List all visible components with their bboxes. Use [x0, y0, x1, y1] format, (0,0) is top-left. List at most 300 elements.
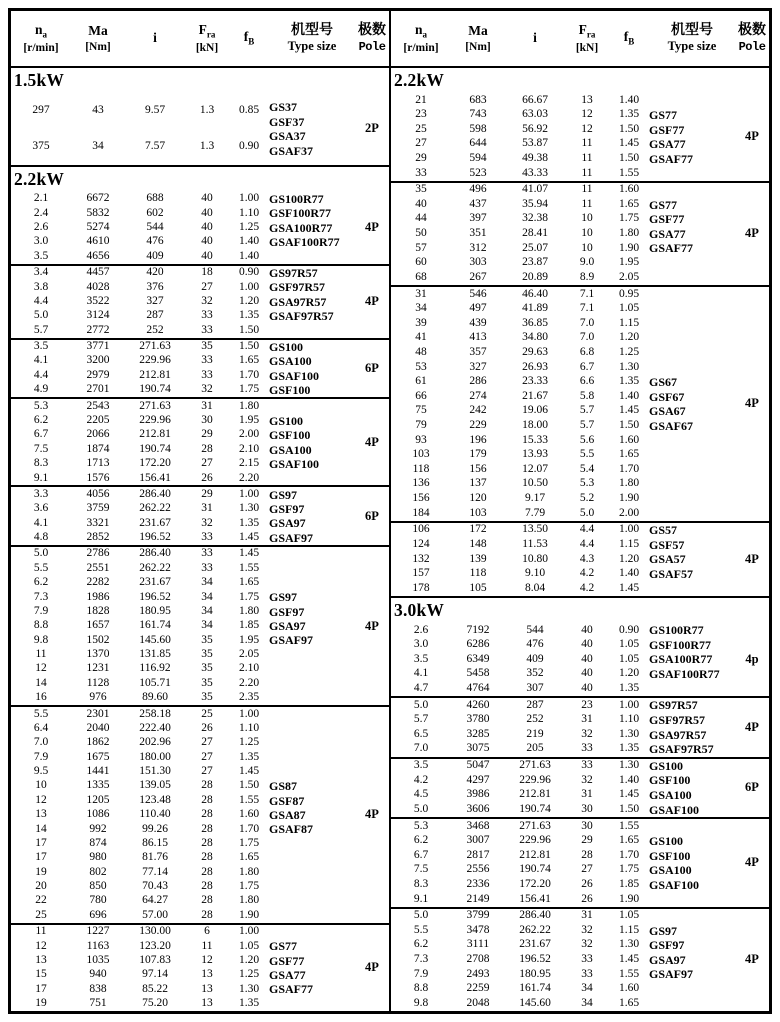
- cell-i: 23.87: [522, 256, 548, 269]
- cell-fra: 5.3: [579, 477, 595, 490]
- cell-fb: 1.30: [618, 360, 640, 373]
- cell-na: 156: [412, 492, 430, 505]
- cell-na: 34: [415, 302, 427, 315]
- col-header-label: i: [153, 30, 157, 46]
- cell-na: 25: [35, 908, 47, 921]
- cell-i: 57.00: [142, 908, 168, 921]
- cell-fra: 27: [201, 765, 213, 778]
- type-size: GSAF87: [269, 822, 314, 837]
- cell-fb: 1.15: [618, 316, 640, 329]
- cell-fra: 5.2: [579, 492, 595, 505]
- cell-i: 286.40: [139, 487, 171, 500]
- cell-fra: 33: [201, 561, 213, 574]
- numeric-rows: [391, 183, 649, 285]
- cell-fra: 27: [201, 457, 213, 470]
- type-size-list: [269, 100, 355, 158]
- cell-fra: 8.9: [579, 270, 595, 283]
- cell-fra: 11: [581, 183, 593, 196]
- cell-na: 103: [412, 448, 430, 461]
- cell-fra: 12: [581, 108, 593, 121]
- cell-ma: 523: [469, 166, 487, 179]
- cell-ma: 496: [469, 183, 487, 196]
- cell-i: 202.96: [139, 736, 171, 749]
- table-row: [391, 166, 649, 181]
- cell-fb: 2.10: [238, 662, 260, 675]
- cell-ma: 139: [469, 552, 487, 565]
- table-row: [391, 923, 649, 938]
- cell-fra: 40: [581, 667, 593, 680]
- cell-i: 180.95: [139, 604, 171, 617]
- type-size-list: [649, 197, 735, 255]
- cell-fra: 33: [201, 354, 213, 367]
- table-row: [391, 122, 649, 137]
- type-size-list: [649, 834, 735, 892]
- col-header-na: [11, 11, 71, 66]
- cell-fra: 6.7: [579, 360, 595, 373]
- col-header-type-size: [649, 11, 735, 66]
- cell-i: 110.40: [139, 808, 171, 821]
- table-row: [11, 309, 269, 323]
- cell-i: 271.63: [519, 759, 551, 772]
- cell-i: 161.74: [139, 619, 171, 632]
- cell-i: 12.07: [522, 462, 548, 475]
- cell-na: 11: [35, 925, 47, 938]
- cell-fb: 1.25: [238, 736, 260, 749]
- cell-fra: 4.2: [579, 581, 595, 594]
- cell-na: 5.5: [413, 923, 429, 936]
- cell-ma: 3780: [466, 713, 490, 726]
- cell-fra: 26: [201, 721, 213, 734]
- cell-fra: 31: [581, 788, 593, 801]
- column-header: [11, 11, 389, 68]
- type-size: GSA87: [269, 807, 306, 822]
- cell-fra: 25: [201, 707, 213, 720]
- col-header-label-en: Type size: [667, 39, 717, 54]
- type-size: GSAF77: [649, 241, 694, 256]
- cell-i: 231.67: [519, 938, 551, 951]
- cell-fb: 1.45: [618, 137, 640, 150]
- col-header-label: i: [533, 30, 537, 46]
- cell-fb: 1.00: [618, 698, 640, 711]
- cell-fra: 33: [581, 953, 593, 966]
- type-size: GSF100: [269, 382, 311, 397]
- type-size: GSF100: [649, 848, 691, 863]
- cell-na: 39: [415, 316, 427, 329]
- col-header-label-zh: 机型号: [671, 22, 713, 38]
- cell-ma: 3799: [466, 909, 490, 922]
- cell-fra: 29: [201, 487, 213, 500]
- cell-fb: 1.40: [618, 773, 640, 786]
- table-row: [391, 197, 649, 212]
- cell-fb: 1.15: [618, 923, 640, 936]
- cell-ma: 3200: [86, 354, 110, 367]
- pole-badge: 4P: [745, 719, 759, 734]
- cell-fra: 28: [201, 808, 213, 821]
- cell-i: 229.96: [519, 773, 551, 786]
- cell-ma: 1713: [86, 457, 110, 470]
- numeric-rows: [11, 340, 269, 398]
- cell-ma: 2786: [86, 547, 110, 560]
- table-row: [391, 552, 649, 567]
- table-row: [391, 938, 649, 953]
- cell-fb: 1.90: [618, 492, 640, 505]
- cell-fb: 0.95: [618, 287, 640, 300]
- spec-group: [391, 93, 769, 181]
- cell-na: 11: [35, 648, 47, 661]
- col-header-ma: [451, 11, 505, 66]
- type-size-list: [649, 759, 735, 817]
- table-row: [391, 742, 649, 757]
- pole-badge: 6P: [365, 508, 379, 523]
- cell-i: 26.93: [522, 360, 548, 373]
- table-row: [391, 212, 649, 227]
- cell-ma: 1035: [86, 953, 110, 966]
- pole-badge: 4P: [365, 434, 379, 449]
- cell-fra: 33: [201, 531, 213, 544]
- cell-ma: 1086: [86, 808, 110, 821]
- cell-i: 196.52: [139, 531, 171, 544]
- cell-na: 132: [412, 552, 430, 565]
- table-row: [11, 736, 269, 750]
- cell-na: 5.3: [33, 399, 49, 412]
- cell-fra: 5.8: [579, 389, 595, 402]
- cell-ma: 3075: [466, 742, 490, 755]
- cell-fb: 1.00: [238, 192, 260, 205]
- cell-na: 57: [415, 241, 427, 254]
- cell-i: 180.95: [519, 967, 551, 980]
- cell-i: 420: [146, 266, 164, 279]
- cell-i: 190.74: [519, 863, 551, 876]
- type-size: GS97: [649, 923, 678, 938]
- cell-na: 68: [415, 270, 427, 283]
- cell-na: 3.5: [33, 340, 49, 353]
- cell-fra: 7.0: [579, 316, 595, 329]
- cell-ma: 2772: [86, 323, 110, 336]
- cell-fb: 1.00: [618, 523, 640, 536]
- cell-i: 86.15: [142, 836, 168, 849]
- cell-fb: 1.85: [238, 619, 260, 632]
- table-row: [391, 681, 649, 696]
- cell-fb: 1.55: [618, 819, 640, 832]
- col-header-unit: [r/min]: [23, 41, 59, 54]
- table-row: [391, 819, 649, 834]
- cell-na: 16: [35, 691, 47, 704]
- cell-fra: 34: [201, 604, 213, 617]
- cell-fra: 35: [201, 648, 213, 661]
- table-row: [391, 93, 649, 108]
- cell-fb: 1.40: [238, 235, 260, 248]
- table-row: [11, 576, 269, 590]
- type-size-list: [649, 375, 735, 433]
- cell-i: 409: [526, 652, 544, 665]
- cell-ma: 850: [89, 880, 107, 893]
- type-size: GS67: [649, 375, 678, 389]
- cell-na: 5.0: [413, 698, 429, 711]
- section-title: 2.2kW: [11, 165, 389, 192]
- cell-na: 4.7: [413, 681, 429, 694]
- cell-ma: 397: [469, 212, 487, 225]
- cell-fra: 7.0: [579, 331, 595, 344]
- cell-fra: 28: [201, 442, 213, 455]
- type-size: GS77: [649, 107, 678, 122]
- table-row: [391, 727, 649, 742]
- cell-ma: 1874: [86, 442, 110, 455]
- cell-fb: 1.60: [238, 808, 260, 821]
- cell-i: 34.80: [522, 331, 548, 344]
- table-row: [391, 877, 649, 892]
- cell-fb: 1.65: [618, 197, 640, 210]
- cell-ma: 172: [469, 523, 487, 536]
- cell-fb: 1.65: [238, 576, 260, 589]
- table-row: [11, 822, 269, 836]
- cell-fra: 6: [204, 925, 210, 938]
- type-size-list: [649, 523, 735, 581]
- cell-ma: 6349: [466, 652, 490, 665]
- cell-fb: 1.20: [618, 331, 640, 344]
- cell-fb: 1.45: [618, 953, 640, 966]
- numeric-rows: [391, 759, 649, 817]
- table-row: [11, 414, 269, 428]
- type-size: GS100R77: [649, 623, 704, 638]
- table-row: [391, 241, 649, 256]
- cell-ma: 118: [469, 567, 487, 580]
- cell-ma: 4656: [86, 249, 110, 262]
- type-size-list: [269, 939, 355, 997]
- table-row: [11, 235, 269, 249]
- cell-fra: 5.7: [579, 404, 595, 417]
- table-row: [391, 389, 649, 404]
- cell-ma: 3606: [466, 802, 490, 815]
- type-size: GSA100: [649, 788, 692, 803]
- cell-i: 139.05: [139, 779, 171, 792]
- cell-na: 3.5: [413, 759, 429, 772]
- cell-fra: 34: [201, 576, 213, 589]
- cell-fb: 1.30: [238, 982, 260, 995]
- cell-na: 5.7: [413, 713, 429, 726]
- cell-ma: 1227: [86, 925, 110, 938]
- table-row: [391, 331, 649, 346]
- cell-fra: 33: [581, 967, 593, 980]
- column-header: [391, 11, 769, 68]
- cell-ma: 103: [469, 506, 487, 519]
- cell-fb: 1.00: [238, 707, 260, 720]
- cell-fra: 28: [201, 836, 213, 849]
- cell-i: 116.92: [139, 662, 171, 675]
- cell-na: 9.5: [33, 765, 49, 778]
- cell-fra: 32: [201, 383, 213, 396]
- table-body: [11, 68, 389, 1011]
- table-row: [391, 713, 649, 728]
- type-size: GS87: [269, 779, 298, 794]
- col-header-fra: [185, 11, 229, 66]
- cell-na: 41: [415, 331, 427, 344]
- table-row: [11, 721, 269, 735]
- cell-fra: 40: [581, 623, 593, 636]
- cell-ma: 874: [89, 836, 107, 849]
- spec-group: [391, 907, 769, 1011]
- cell-na: 20: [35, 880, 47, 893]
- pole-badge: 4P: [365, 220, 379, 235]
- cell-fb: 1.15: [618, 538, 640, 551]
- type-size: GSF77: [649, 122, 685, 137]
- cell-ma: 683: [469, 93, 487, 106]
- table-row: [391, 581, 649, 596]
- col-header-type-size: [269, 11, 355, 66]
- cell-na: 44: [415, 212, 427, 225]
- cell-na: 12: [35, 662, 47, 675]
- cell-ma: 2701: [86, 383, 110, 396]
- cell-i: 23.33: [522, 375, 548, 388]
- table-row: [11, 354, 269, 368]
- cell-i: 131.85: [139, 648, 171, 661]
- table-row: [11, 487, 269, 501]
- cell-fb: 1.60: [618, 433, 640, 446]
- type-size: GSF57: [649, 537, 685, 552]
- type-size: GSA97: [269, 516, 306, 531]
- cell-na: 136: [412, 477, 430, 490]
- table-row: [11, 939, 269, 953]
- cell-na: 60: [415, 256, 427, 269]
- cell-fb: 2.20: [238, 471, 260, 484]
- cell-ma: 3771: [86, 340, 110, 353]
- table-row: [11, 340, 269, 354]
- col-header-label-zh: 极数: [738, 23, 766, 39]
- cell-na: 5.0: [413, 909, 429, 922]
- type-size: GSAF77: [649, 151, 694, 166]
- table-row: [391, 360, 649, 375]
- cell-ma: 992: [89, 822, 107, 835]
- cell-na: 4.4: [33, 368, 49, 381]
- pole-badge: 4P: [745, 226, 759, 241]
- cell-fb: 1.35: [618, 742, 640, 755]
- table-row: [11, 295, 269, 309]
- type-size: GS77: [649, 197, 678, 212]
- cell-na: 8.8: [33, 619, 49, 632]
- type-size: GSAF100: [269, 368, 320, 383]
- cell-i: 15.33: [522, 433, 548, 446]
- col-header-na: [391, 11, 451, 66]
- table-row: [391, 302, 649, 317]
- cell-fb: 1.50: [618, 122, 640, 135]
- table-row: [391, 848, 649, 863]
- table-row: [11, 925, 269, 939]
- cell-fb: 1.40: [238, 249, 260, 262]
- table-row: [391, 892, 649, 907]
- cell-fra: 28: [201, 822, 213, 835]
- cell-fra: 29: [581, 834, 593, 847]
- cell-ma: 497: [469, 302, 487, 315]
- cell-fra: 11: [581, 197, 593, 210]
- cell-fb: 1.35: [238, 309, 260, 322]
- cell-na: 31: [415, 287, 427, 300]
- type-size: GSA37: [269, 129, 306, 144]
- table-row: [391, 996, 649, 1011]
- cell-fra: 35: [201, 676, 213, 689]
- type-size-list: [269, 192, 355, 250]
- cell-ma: 2259: [466, 982, 490, 995]
- cell-ma: 838: [89, 982, 107, 995]
- cell-i: 409: [146, 249, 164, 262]
- cell-fb: 1.00: [238, 487, 260, 500]
- cell-na: 3.0: [33, 235, 49, 248]
- cell-fb: 1.45: [238, 547, 260, 560]
- spec-group: [11, 192, 389, 264]
- cell-fra: 40: [201, 235, 213, 248]
- cell-fra: 34: [581, 982, 593, 995]
- cell-i: 41.07: [522, 183, 548, 196]
- col-header-label: $n_a$: [34, 21, 47, 40]
- cell-fb: 0.90: [238, 266, 260, 279]
- cell-fb: 2.05: [238, 648, 260, 661]
- cell-i: 9.57: [144, 104, 166, 117]
- col-header-i: [505, 11, 565, 66]
- cell-fra: 34: [201, 619, 213, 632]
- cell-na: 10: [35, 779, 47, 792]
- cell-ma: 1231: [86, 662, 110, 675]
- cell-i: 262.22: [139, 502, 171, 515]
- cell-ma: 976: [89, 691, 107, 704]
- table-row: [11, 851, 269, 865]
- table-row: [391, 506, 649, 521]
- cell-fra: 31: [201, 502, 213, 515]
- type-size: GSAF37: [269, 143, 314, 158]
- table-row: [11, 266, 269, 280]
- cell-i: 476: [526, 638, 544, 651]
- cell-fb: 1.65: [618, 448, 640, 461]
- cell-fra: 5.6: [579, 433, 595, 446]
- cell-na: 2.1: [33, 192, 49, 205]
- table-row: [11, 676, 269, 690]
- cell-i: 13.50: [522, 523, 548, 536]
- cell-fb: 1.20: [238, 294, 260, 307]
- cell-na: 157: [412, 567, 430, 580]
- cell-ma: 357: [469, 346, 487, 358]
- spec-group: [391, 181, 769, 285]
- cell-fb: 1.25: [238, 221, 260, 234]
- cell-i: 63.03: [522, 108, 548, 121]
- cell-ma: 802: [89, 865, 107, 878]
- type-size: GSF67: [649, 389, 685, 404]
- table-row: [11, 750, 269, 764]
- type-size: GSA67: [649, 404, 686, 419]
- type-size: GSA77: [269, 968, 306, 983]
- cell-i: 190.74: [139, 383, 171, 396]
- cell-na: 3.3: [33, 487, 49, 500]
- table-row: [11, 954, 269, 968]
- cell-fra: 13: [201, 997, 213, 1010]
- cell-i: 19.06: [522, 404, 548, 417]
- cell-i: 252: [526, 713, 544, 726]
- cell-fb: 1.35: [618, 108, 640, 121]
- cell-ma: 2048: [466, 996, 490, 1009]
- type-size: GSA97R57: [649, 727, 707, 742]
- cell-fra: 30: [201, 414, 213, 426]
- cell-fra: 31: [581, 713, 593, 726]
- cell-i: 43.33: [522, 166, 548, 179]
- pole-badge: 4p: [745, 651, 759, 666]
- cell-fb: 1.05: [238, 939, 260, 952]
- cell-fra: 1.3: [199, 104, 215, 117]
- table-row: [391, 375, 649, 390]
- numeric-rows: [391, 523, 649, 596]
- cell-na: 5.0: [413, 802, 429, 815]
- cell-fb: 1.20: [238, 953, 260, 966]
- cell-fra: 26: [581, 878, 593, 891]
- cell-fra: 35: [201, 691, 213, 704]
- cell-na: 124: [412, 538, 430, 551]
- table-row: [391, 137, 649, 152]
- cell-na: 13: [35, 953, 47, 966]
